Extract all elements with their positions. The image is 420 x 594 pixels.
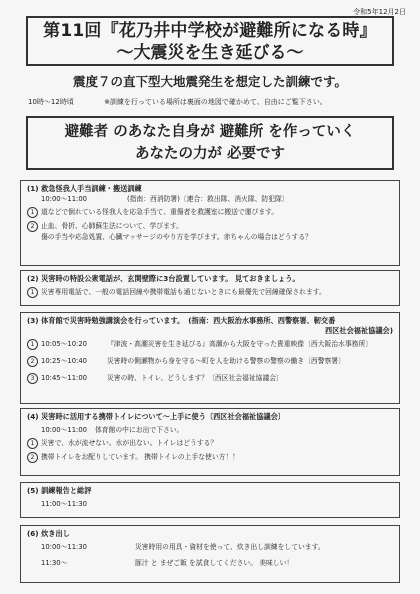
section-organizer-cont: 西区社会福祉協議会) (325, 326, 393, 335)
title-line-1: 第11回『花乃井中学校が避難所になる時』 (43, 21, 377, 41)
circled-number: 2 (27, 356, 38, 367)
title-line-2: ～大震災を生き延びる～ (116, 43, 304, 63)
cooking-time: 11:30～ (41, 559, 68, 567)
section-title: (2) 災害時の特設公衆電話が、玄関壁際に3台設置しています。 見ておきましょう。 (27, 274, 300, 283)
section-portable-toilet (20, 408, 400, 476)
slogan-line-1: 避難者 のあなた自身が 避難所 を作っていく (64, 124, 356, 140)
lecture-text: 災害時の側瀬物から身を守る～町を人を助ける警察の警察の働き〔西警察署〕 (107, 357, 345, 365)
item-text: 携帯トイレをお配りしています。 携帯トイレの上手な使い方！！ (41, 453, 240, 461)
circled-number: 1 (27, 339, 38, 350)
item-text: 傷の手当や応急処置、心臓マッサージのやり方を学びます。赤ちゃんの場合はどうする？ (41, 233, 312, 241)
circled-number: 1 (27, 438, 38, 449)
cooking-text: 災害時用の用具・資材を使って、炊き出し訓練をしています。 (135, 543, 325, 551)
section-organizer: (指南：西消防署)〔連合：救出隊、消火隊、防犯隊〕 (126, 195, 289, 203)
subtitle: 震度７の直下型大地震発生を想定した訓練です。 (72, 74, 347, 89)
circled-number: 1 (27, 287, 38, 298)
section-lectures (20, 312, 400, 404)
section-title: (1) 救急怪我人手当訓練・搬送訓練 (27, 184, 142, 193)
section-time: 10:00～11:00 (41, 195, 87, 203)
section-cooking (20, 525, 400, 583)
lecture-text: 『津波・高潮災害を生き延びる』高潮から大阪を守った貴重映像〔西大阪治水事務所〕 (107, 340, 373, 348)
section-first-aid (20, 180, 400, 266)
title-box (26, 16, 394, 66)
cooking-text: 豚汁 と まぜご飯 を試食してください。 美味しい！ (135, 559, 294, 567)
circled-number: 2 (27, 452, 38, 463)
circled-number: 2 (27, 221, 38, 232)
time-range: 10時～12時頃 (28, 98, 74, 106)
map-note: ※訓練を行っている場所は裏面の地図で確かめて、自由にご覧下さい。 (104, 98, 327, 106)
section-time: 11:00～11:30 (41, 500, 87, 508)
item-text: 道などで倒れている怪我人を応急手当て、重傷者を救護室に搬送で運びます。 (41, 208, 279, 216)
cooking-time: 10:00～11:30 (41, 543, 87, 551)
section-title: (6) 炊き出し (27, 529, 70, 538)
lecture-time: 10:05～10:20 (41, 340, 87, 348)
item-text: 止血、骨折、心肺蘇生法について、学びます。 (41, 222, 183, 230)
lecture-text: 災害の時、トイレ、どうします？〔西区社会福祉協議会〕 (107, 374, 283, 382)
section-time: 10:00～11:00 (41, 426, 87, 434)
slogan-banner (26, 116, 394, 170)
section-report (20, 482, 400, 518)
slogan-line-2: あなたの力が 必要です (134, 146, 286, 162)
section-title: (5) 訓練報告と総評 (27, 486, 92, 495)
section-title: (4) 災害時に活用する携帯トイレについて～上手に使う〔西区社会福祉協議会〕 (27, 412, 285, 421)
item-text: 災害専用電話で、一般の電話回線や携帯電話も通じないときにも最優先で回線確保されます。 (41, 288, 326, 296)
item-text: 災害で、水が流せない。水が出ない。トイレはどうする？ (41, 439, 218, 447)
circled-number: 1 (27, 207, 38, 218)
section-title: (3) 体育館で災害時勉強講演会を行っています。 (27, 316, 185, 325)
lecture-time: 10:25～10:40 (41, 357, 87, 365)
time-and-note (28, 97, 355, 107)
circled-number: 3 (27, 373, 38, 384)
section-time-note: 体育館の中にお出で下さい。 (95, 426, 184, 434)
section-organizer: (指南：西大阪治水事務所、西警察署、靭交番 (188, 316, 336, 325)
lecture-time: 10:45～11:00 (41, 374, 87, 382)
issue-date: 令和5年12月2日 (353, 8, 406, 16)
section-public-phone (20, 270, 400, 306)
